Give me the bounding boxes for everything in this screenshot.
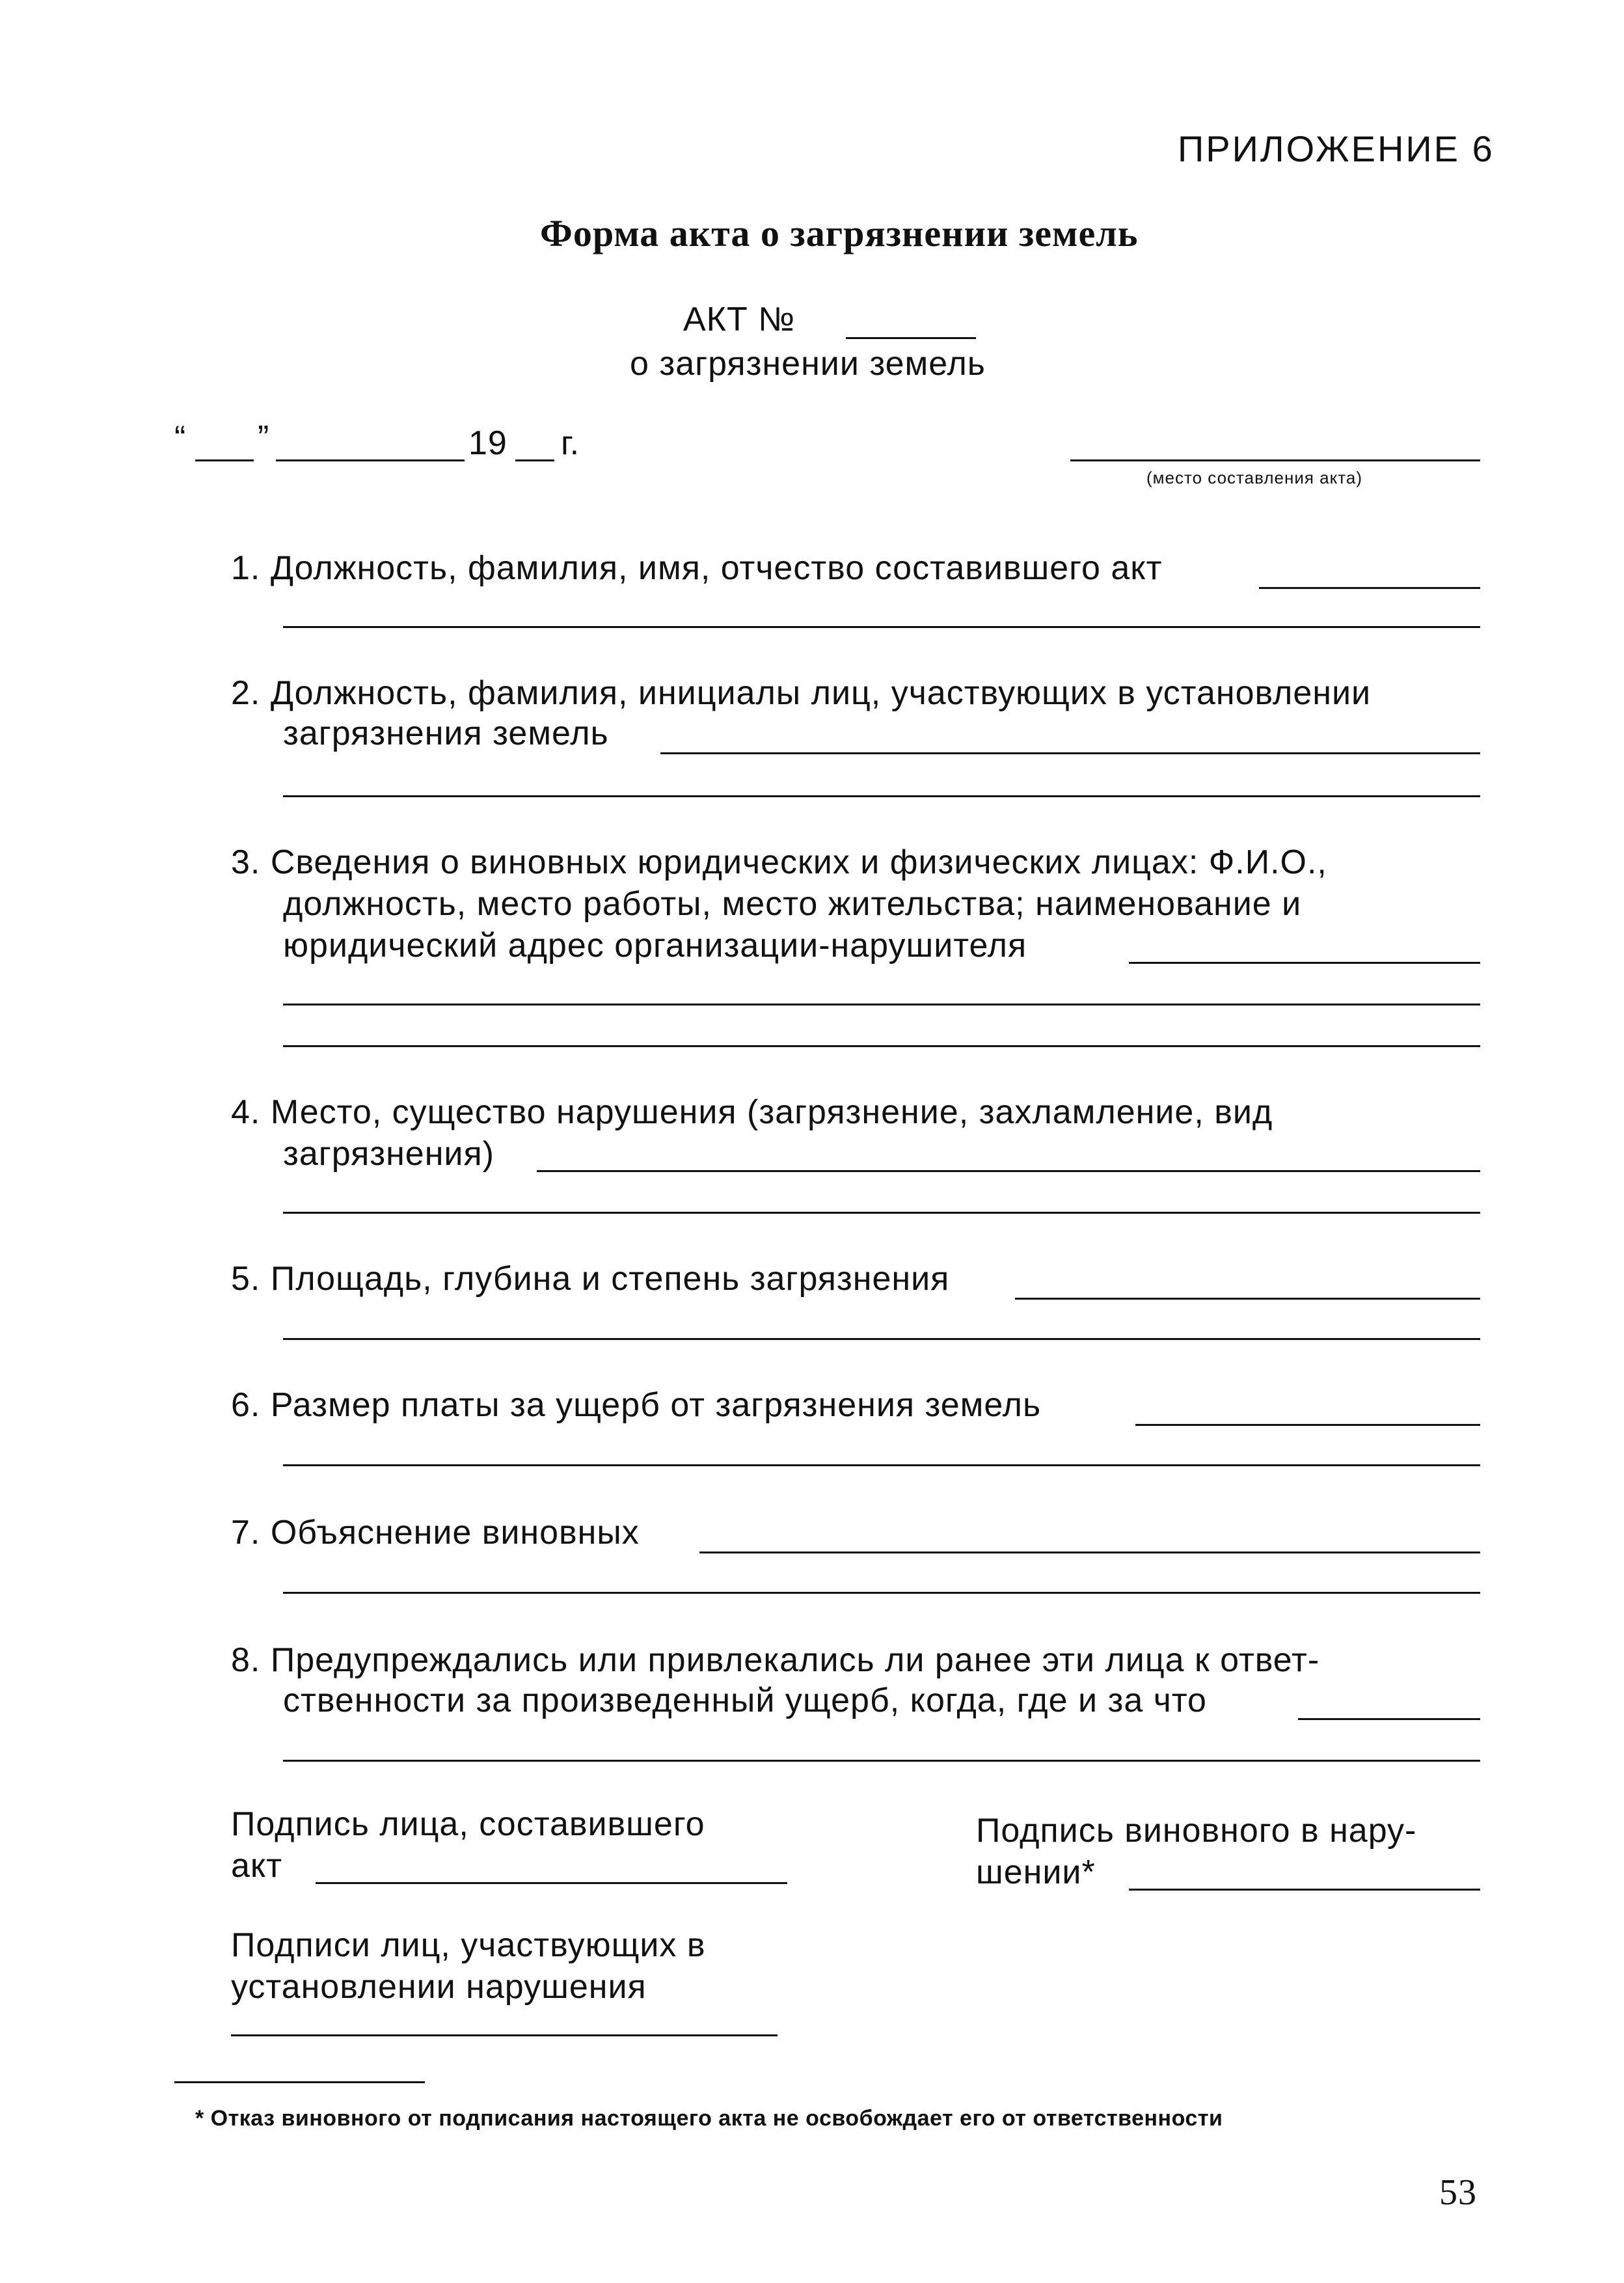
item-1-field-2[interactable] [283,626,1480,628]
item-7-field-1[interactable] [699,1552,1480,1553]
footnote: * Отказ виновного от подписания настоящего акта не освобождает его от ответственности [195,2106,1223,2131]
item-1-field-1[interactable] [1259,587,1480,589]
item-4-field-2[interactable] [283,1212,1480,1214]
item-4-line-2: загрязнения) [283,1135,494,1173]
item-5-field-1[interactable] [1015,1298,1480,1300]
place-field[interactable] [1070,459,1480,461]
item-8-line-1: 8. Предупреждались или привлекались ли ранее эти лица к ответ- [231,1641,1320,1679]
year-field[interactable] [515,459,554,461]
item-3-line-3: юридический адрес организации-нарушителя [283,927,1027,964]
item-7-field-2[interactable] [283,1592,1480,1594]
item-3-line-1: 3. Сведения о виновных юридических и физических лицах: Ф.И.О., [231,843,1327,881]
item-6-field-1[interactable] [1135,1424,1480,1426]
item-8-line-2: ственности за произведенный ущерб, когда, где и за что [283,1682,1207,1719]
culprit-signature-label-1: Подпись виновного в нару- [976,1812,1417,1850]
act-number-field[interactable] [846,337,976,339]
date-close-quote: ” [258,419,270,457]
author-signature-label-1: Подпись лица, составившего [231,1805,705,1843]
year-prefix: 19 [468,424,508,462]
item-8-field-1[interactable] [1298,1718,1480,1720]
culprit-signature-label-2: шении* [976,1853,1096,1891]
year-suffix: г. [561,424,580,462]
day-field[interactable] [195,459,254,461]
author-signature-label-2: акт [231,1847,283,1885]
appendix-label: ПРИЛОЖЕНИЕ 6 [1178,128,1495,169]
participants-signature-label-1: Подписи лиц, участвующих в [231,1926,706,1964]
item-6-field-2[interactable] [283,1464,1480,1466]
item-2-field-2[interactable] [283,795,1480,797]
culprit-signature-field[interactable] [1129,1889,1480,1891]
item-1-line-1: 1. Должность, фамилия, имя, отчество составившего акт [231,549,1163,587]
item-2-field-1[interactable] [660,752,1480,754]
item-4-field-1[interactable] [537,1170,1480,1172]
item-3-field-1[interactable] [1129,962,1480,964]
date-open-quote: “ [174,419,187,457]
form-title: Форма акта о загрязнении земель [540,212,1139,254]
act-number-label: АКТ № [683,301,795,338]
participants-signature-field[interactable] [231,2034,778,2036]
item-5-field-2[interactable] [283,1338,1480,1340]
item-2-line-1: 2. Должность, фамилия, инициалы лиц, участвующих в установлении [231,674,1372,712]
item-4-line-1: 4. Место, существо нарушения (загрязнение, захламление, вид [231,1093,1273,1131]
place-caption: (место составления акта) [1146,468,1363,487]
item-8-field-2[interactable] [283,1760,1480,1762]
footnote-divider [174,2081,425,2083]
item-2-line-2: загрязнения земель [283,715,609,752]
act-subtitle: о загрязнении земель [630,345,986,383]
participants-signature-label-2: установлении нарушения [231,1968,647,2006]
page-number: 53 [1439,2172,1477,2213]
month-field[interactable] [276,459,465,461]
item-6-line-1: 6. Размер платы за ущерб от загрязнения земель [231,1386,1042,1424]
item-3-line-2: должность, место работы, место жительства; наименование и [283,885,1302,923]
author-signature-field[interactable] [316,1882,787,1884]
item-7-line-1: 7. Объяснение виновных [231,1514,640,1552]
item-3-field-3[interactable] [283,1045,1480,1047]
item-5-line-1: 5. Площадь, глубина и степень загрязнения [231,1260,950,1298]
item-3-field-2[interactable] [283,1004,1480,1005]
